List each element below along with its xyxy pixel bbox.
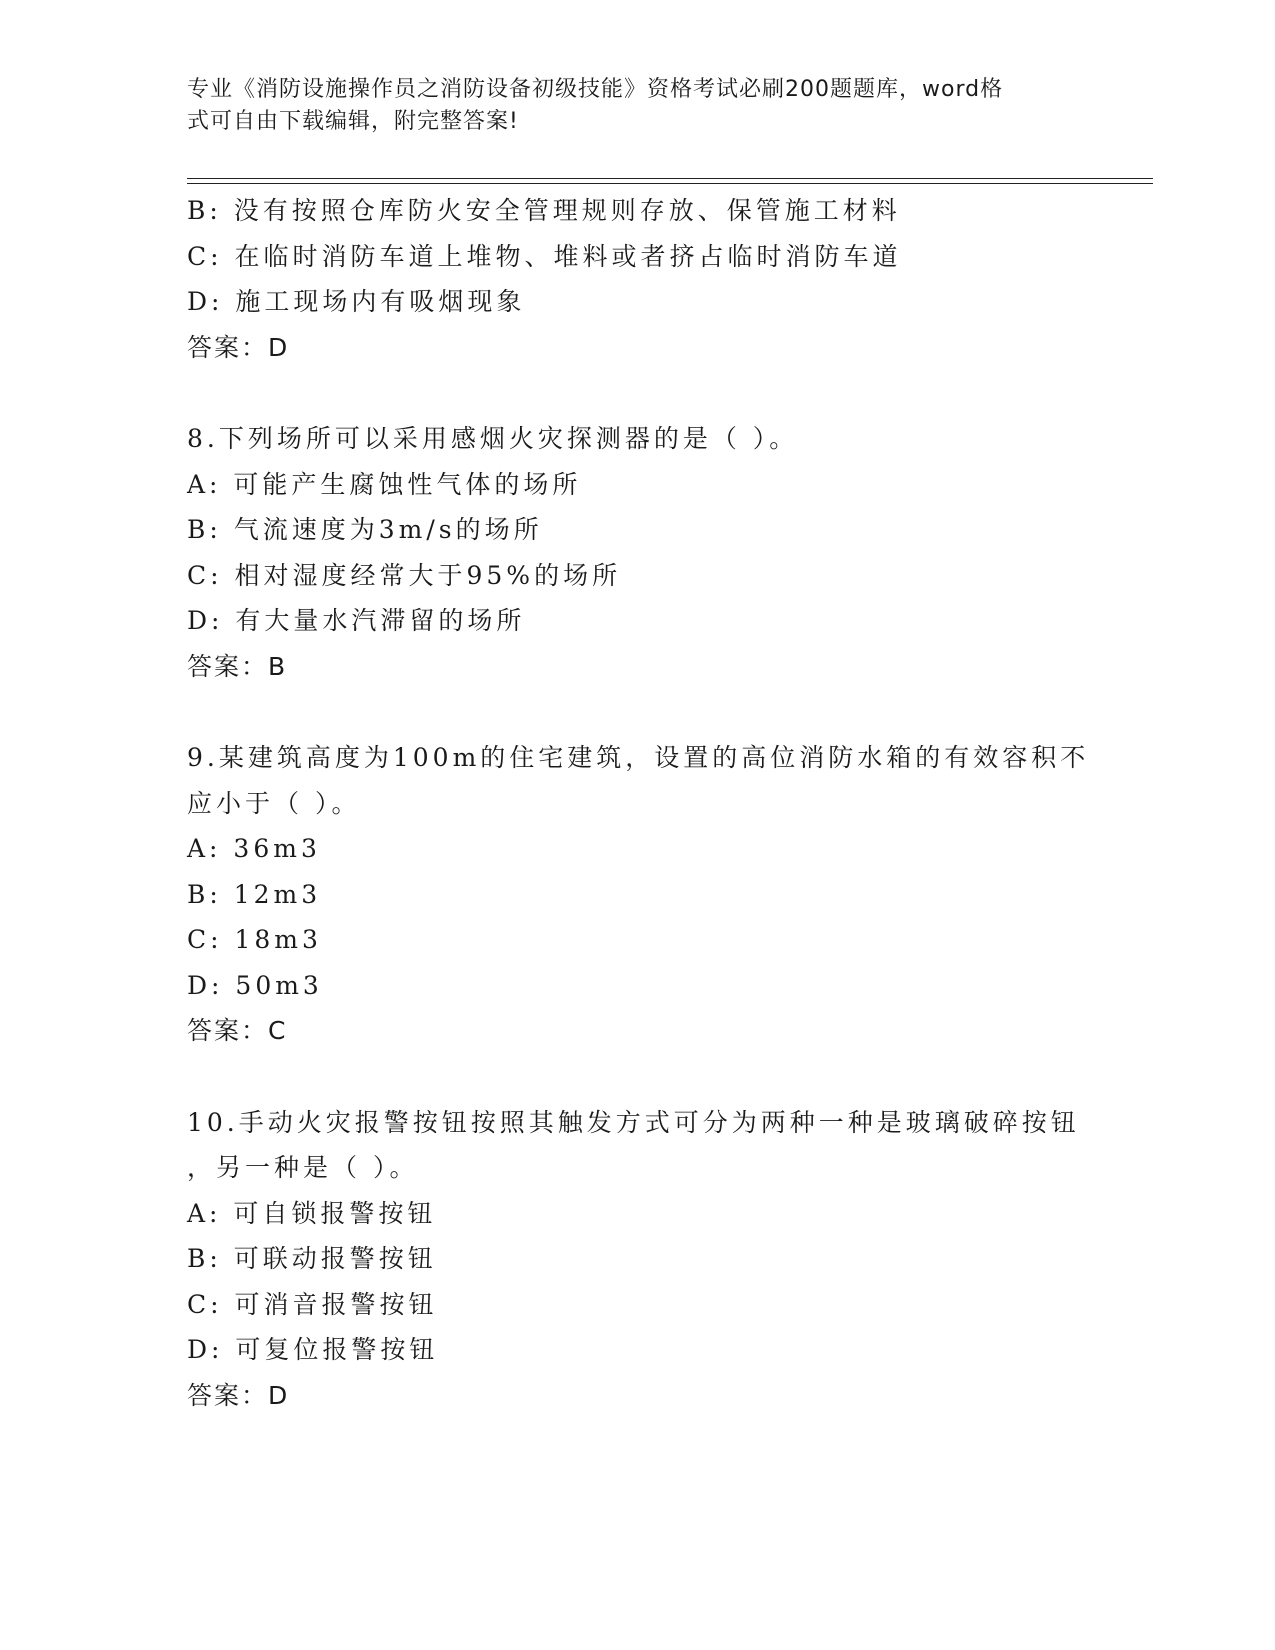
option-d: D: 施工现场内有吸烟现象: [187, 287, 526, 316]
option-a: A: 36m3: [187, 834, 321, 863]
header-line-2: 式可自由下载编辑，附完整答案!: [187, 109, 519, 134]
question-10: [187, 1100, 1087, 1419]
option-d: D: 可复位报警按钮: [187, 1335, 439, 1364]
option-c: C: 可消音报警按钮: [187, 1289, 438, 1319]
option-b: B: 12m3: [187, 879, 322, 909]
header-rule-top: [187, 178, 1153, 179]
question-stem: 9.某建筑高度为100m的住宅建筑，设置的高位消防水箱的有效容积不: [187, 743, 1090, 772]
answer: 答案：B: [187, 651, 288, 681]
option-b: B: 可联动报警按钮: [187, 1244, 437, 1273]
question-8: [187, 416, 1087, 689]
option-d: D: 50m3: [187, 970, 323, 1000]
spacer: [187, 370, 1087, 416]
answer: 答案：D: [187, 1380, 290, 1410]
question-stem-continued: 应小于（ ）。: [187, 788, 361, 818]
question-9: [187, 735, 1090, 1054]
option-d: D: 有大量水汽滞留的场所: [187, 606, 526, 635]
option-a: A: 可能产生腐蚀性气体的场所: [187, 469, 582, 499]
spacer: [187, 1054, 1087, 1100]
header-line-1: 专业《消防设施操作员之消防设备初级技能》资格考试必刷200题题库，word格: [187, 77, 1004, 102]
spacer: [187, 689, 1087, 735]
option-c: C: 在临时消防车道上堆物、堆料或者挤占临时消防车道: [187, 241, 902, 271]
question-stem: 10.手动火灾报警按钮按照其触发方式可分为两种一种是玻璃破碎按钮: [187, 1107, 1080, 1137]
question-stem: 8.下列场所可以采用感烟火灾探测器的是（ ）。: [187, 424, 799, 453]
document-header: [187, 74, 1087, 138]
answer: 答案：C: [187, 1016, 288, 1045]
question-list: [187, 188, 1090, 1418]
option-b: B: 没有按照仓库防火安全管理规则存放、保管施工材料: [187, 196, 901, 225]
question-7-continued: [187, 188, 1087, 370]
option-c: C: 18m3: [187, 925, 322, 954]
option-c: C: 相对湿度经常大于95%的场所: [187, 560, 622, 590]
header-rule-bottom: [187, 183, 1153, 184]
answer: 答案：D: [187, 332, 290, 362]
option-a: A: 可自锁报警按钮: [187, 1198, 437, 1228]
question-stem-continued: ，另一种是（ ）。: [187, 1153, 419, 1182]
option-b: B: 气流速度为3m/s的场所: [187, 515, 543, 544]
